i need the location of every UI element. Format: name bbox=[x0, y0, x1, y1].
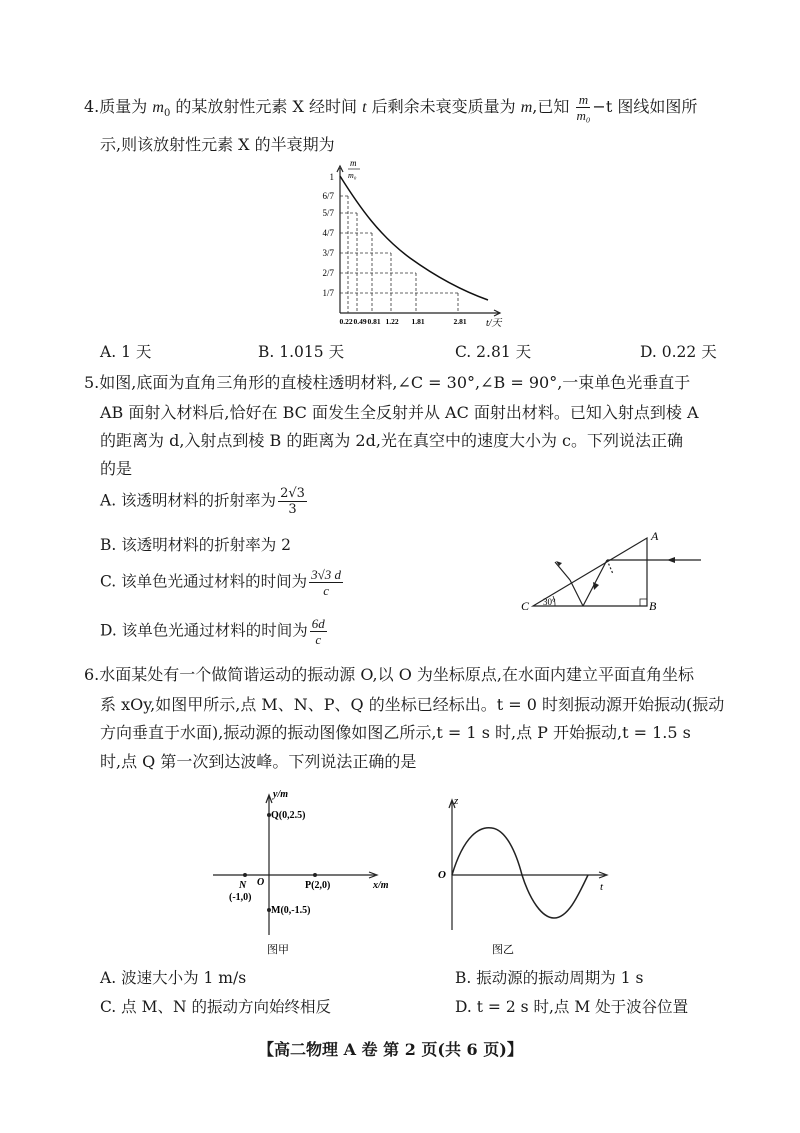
jia-x-label: x/m bbox=[373, 880, 389, 891]
yi-caption: 图乙 bbox=[492, 944, 514, 956]
page-footer: 【高二物理 A 卷 第 2 页(共 6 页)】 bbox=[258, 1040, 523, 1059]
y-tick: 1 bbox=[329, 172, 334, 182]
y-tick: 6/7 bbox=[322, 191, 334, 201]
jia-point-n bbox=[243, 873, 247, 877]
q5-label-c: C bbox=[521, 599, 530, 613]
jia-origin: O bbox=[257, 877, 265, 888]
jia-label-n-coord: (-1,0) bbox=[229, 892, 252, 903]
jia-point-p bbox=[313, 873, 317, 877]
jia-y-label: y/m bbox=[273, 789, 288, 800]
q5-triangle bbox=[533, 538, 647, 606]
q4-fraction: $\frac{m}{\text{m₀}}$ bbox=[576, 92, 591, 123]
y-tick: 5/7 bbox=[322, 208, 334, 218]
y-tick: 2/7 bbox=[322, 268, 334, 278]
x-tick: 2.81 bbox=[453, 317, 467, 326]
x-tick: 0.22 bbox=[339, 317, 353, 326]
q5-line1: 5.如图,底面为直角三角形的直棱柱透明材料,∠C = 30°,∠B = 90°,一束单色光垂直于 bbox=[84, 373, 691, 392]
q5-exit-ray bbox=[555, 562, 570, 580]
q5-angle-label: 30° bbox=[543, 597, 556, 607]
q6-line2: 系 xOy,如图甲所示,点 M、N、P、Q 的坐标已经标出。t = 0 时刻振动源开始振动(振动 bbox=[100, 695, 725, 714]
x-tick: 0.81 bbox=[367, 317, 381, 326]
x-tick: 1.81 bbox=[411, 317, 425, 326]
jia-caption: 图甲 bbox=[267, 944, 289, 956]
q4-y-label-num: m bbox=[350, 158, 357, 168]
q4-option-a: A. 1 天 bbox=[100, 343, 152, 361]
q4-option-d: D. 0.22 天 bbox=[640, 343, 717, 361]
q5-label-a: A bbox=[651, 529, 659, 543]
q4-option-c: C. 2.81 天 bbox=[455, 343, 532, 361]
q5-prism-figure bbox=[515, 520, 715, 620]
q6-figure-jia bbox=[205, 785, 405, 960]
q4-number: 4. bbox=[84, 97, 100, 116]
q6-option-c: C. 点 M、N 的振动方向始终相反 bbox=[100, 998, 331, 1016]
q6-line3: 方向垂直于水面),振动源的振动图像如图乙所示,t = 1 s 时,点 P 开始振动,t = 1.5 s bbox=[100, 723, 691, 742]
q6-figure-yi bbox=[430, 790, 620, 960]
q5-option-c: C. 该单色光通过材料的时间为 $\frac{3√3 d}{c}$ bbox=[100, 567, 342, 598]
x-tick: 0.49 bbox=[353, 317, 367, 326]
y-tick: 1/7 bbox=[322, 288, 334, 298]
q5-reflected-ray bbox=[570, 580, 583, 606]
q5-line3: 的距离为 d,入射点到棱 B 的距离为 2d,光在真空中的速度大小为 c。下列说法正确 bbox=[100, 431, 683, 450]
q6-option-d: D. t = 2 s 时,点 M 处于波谷位置 bbox=[455, 998, 689, 1016]
q4-decay-curve bbox=[340, 176, 488, 300]
y-tick: 3/7 bbox=[322, 248, 334, 258]
q6-line4: 时,点 Q 第一次到达波峰。下列说法正确的是 bbox=[100, 752, 417, 771]
q5-label-b: B bbox=[649, 599, 657, 613]
q5-option-b: B. 该透明材料的折射率为 2 bbox=[100, 536, 292, 554]
q5-line4: 的是 bbox=[100, 459, 133, 478]
jia-label-m: M(0,-1.5) bbox=[271, 905, 311, 916]
q4-line2: 示,则该放射性元素 X 的半衰期为 bbox=[100, 135, 335, 154]
q6-option-a: A. 波速大小为 1 m/s bbox=[100, 969, 247, 987]
jia-label-p: P(2,0) bbox=[305, 880, 331, 891]
yi-origin: O bbox=[438, 869, 446, 881]
q5-line2: AB 面射入材料后,恰好在 BC 面发生全反射并从 AC 面射出材料。已知入射点到棱 A bbox=[100, 403, 699, 422]
q4-y-label-den: m₀ bbox=[348, 171, 357, 180]
q5-option-a: A. 该透明材料的折射率为 $\frac{2√3}{3}$ bbox=[100, 486, 305, 517]
q4-x-label: t/天 bbox=[486, 318, 502, 329]
y-tick: 4/7 bbox=[322, 228, 334, 238]
x-tick: 1.22 bbox=[385, 317, 399, 326]
q4-grid bbox=[340, 196, 458, 313]
q6-line1: 6.水面某处有一个做简谐运动的振动源 O,以 O 为坐标原点,在水面内建立平面直角坐标 bbox=[84, 665, 694, 684]
q6-option-b: B. 振动源的振动周期为 1 s bbox=[455, 969, 644, 987]
q5-option-d: D. 该单色光通过材料的时间为 $\frac{6d}{c}$ bbox=[100, 616, 325, 647]
q4-option-b: B. 1.015 天 bbox=[258, 343, 345, 361]
yi-t-label: t bbox=[600, 881, 604, 893]
yi-sine-wave bbox=[452, 828, 588, 918]
q4-decay-graph bbox=[310, 158, 520, 338]
jia-label-n: N bbox=[239, 880, 247, 891]
q4-line1: 4.质量为 $m_0$ 的某放射性元素 X 经时间 t 后剩余未衰变质量为 m,已知 $\frac{m}{\text{m₀}}$ −t 图线如图所 bbox=[84, 92, 698, 123]
jia-label-q: Q(0,2.5) bbox=[271, 810, 306, 821]
yi-z-label: z bbox=[454, 795, 459, 807]
